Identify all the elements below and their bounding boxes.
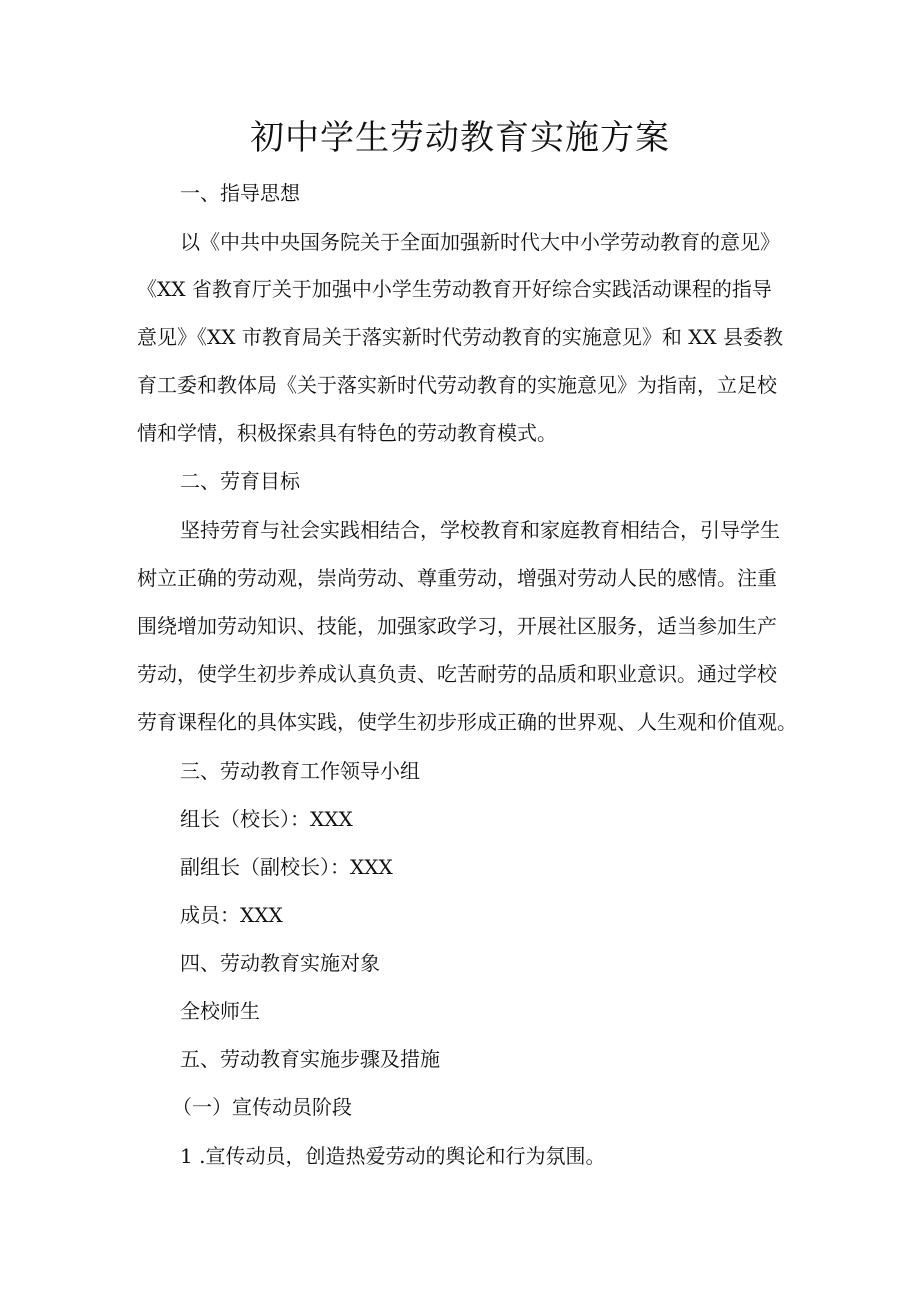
subsection-heading-publicity: （一）宣传动员阶段 <box>172 1095 352 1119</box>
document-title: 初中学生劳动教育实施方案 <box>250 118 670 158</box>
numbered-item: 1 .宣传动员，创造热爱劳动的舆论和行为氛围。 <box>180 1144 606 1168</box>
group-leader-line: 组长（校长）：XXX <box>180 807 353 831</box>
deputy-leader-line: 副组长（副校长）：XXX <box>180 855 393 879</box>
section-heading-steps: 五、劳动教育实施步骤及措施 <box>180 1047 440 1071</box>
paragraph-line: 劳动，使学生初步养成认真负责、吃苦耐劳的品质和职业意识。通过学校 <box>137 662 777 686</box>
paragraph-line: 围绕增加劳动知识、技能，加强家政学习，开展社区服务，适当参加生产 <box>137 614 777 638</box>
paragraph-line: 情和学情，积极探索具有特色的劳动教育模式。 <box>137 421 557 445</box>
paragraph-line: 意见》《XX 市教育局关于落实新时代劳动教育的实施意见》和 XX 县委教 <box>137 325 784 349</box>
paragraph-line: 树立正确的劳动观，崇尚劳动、尊重劳动，增强对劳动人民的感情。注重 <box>137 566 777 590</box>
paragraph-line: 坚持劳育与社会实践相结合，学校教育和家庭教育相结合，引导学生 <box>180 518 780 542</box>
section-heading-goals: 二、劳育目标 <box>180 469 300 493</box>
paragraph-line: 劳育课程化的具体实践，使学生初步形成正确的世界观、人生观和价值观。 <box>137 710 797 734</box>
paragraph-line: 《XX 省教育厅关于加强中小学生劳动教育开好综合实践活动课程的指导 <box>137 277 772 301</box>
targets-line: 全校师生 <box>180 999 260 1023</box>
section-heading-targets: 四、劳动教育实施对象 <box>180 951 380 975</box>
paragraph-line: 育工委和教体局《关于落实新时代劳动教育的实施意见》为指南，立足校 <box>137 373 777 397</box>
section-heading-leadership-group: 三、劳动教育工作领导小组 <box>180 759 420 783</box>
members-line: 成员：XXX <box>180 903 283 927</box>
paragraph-line: 以《中共中央国务院关于全面加强新时代大中小学劳动教育的意见》 <box>180 230 780 254</box>
section-heading-guiding-ideology: 一、指导思想 <box>180 181 300 205</box>
